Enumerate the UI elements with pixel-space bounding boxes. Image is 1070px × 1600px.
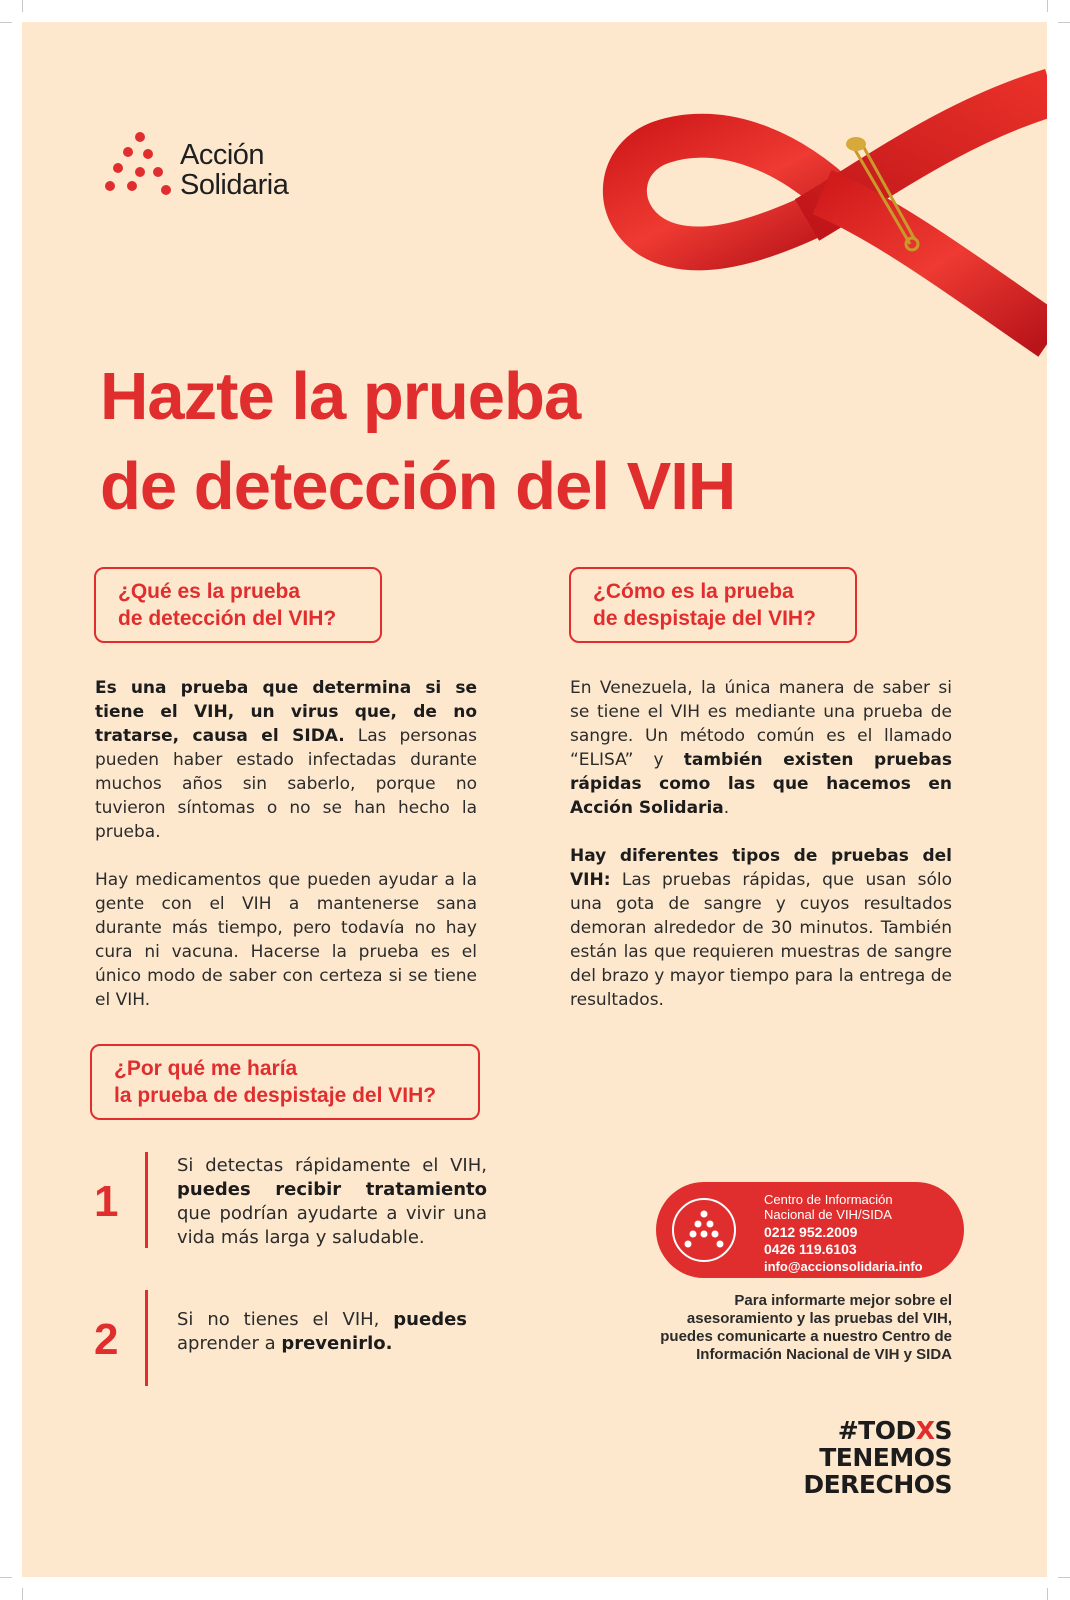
crop-mark xyxy=(22,1588,23,1600)
info-phone-2[interactable]: 0426 119.6103 xyxy=(764,1241,857,1257)
crop-mark xyxy=(0,22,12,23)
step-2-mid: aprender a xyxy=(177,1333,282,1354)
what-p1-bold: Es una prueba que determina si se tiene el VIH, un virus que, de no tratarse, causa el SIDA. xyxy=(95,678,477,746)
info-phone-1[interactable]: 0212 952.2009 xyxy=(764,1224,858,1240)
red-ribbon-icon xyxy=(592,52,1047,362)
step-2-bold: puedes xyxy=(393,1309,467,1330)
crop-mark xyxy=(1047,1588,1048,1600)
crop-mark xyxy=(0,1577,12,1578)
crop-mark xyxy=(22,0,23,12)
question-how-line-1: ¿Cómo es la prueba xyxy=(593,580,794,603)
question-how-line-2: de despistaje del VIH? xyxy=(593,607,816,630)
question-why-line-2: la prueba de despistaje del VIH? xyxy=(114,1084,437,1107)
logo-line-1: Acción xyxy=(180,139,265,171)
how-paragraph-2 xyxy=(570,844,952,1012)
step-1-end: que podrían ayudarte a vivir una vida más larga y saludable. xyxy=(177,1203,487,1248)
crop-mark xyxy=(1058,1577,1070,1578)
question-what-box xyxy=(94,567,382,643)
logo-line-2: Solidaria xyxy=(180,169,289,201)
info-center-badge xyxy=(656,1182,964,1278)
how-p1-bold: también existen pruebas rápidas como las que hacemos en Acción Solidaria xyxy=(570,750,952,818)
dots-triangle-icon xyxy=(672,1198,736,1262)
contact-line-4: Información Nacional de VIH y SIDA xyxy=(696,1346,952,1363)
hashtag-line-2: TENEMOS xyxy=(819,1443,952,1472)
info-title-1: Centro de Información xyxy=(764,1192,893,1207)
step-2-start: Si no tienes el VIH, xyxy=(177,1309,394,1330)
crop-mark xyxy=(1058,22,1070,23)
hashtag-line-3: DERECHOS xyxy=(803,1470,952,1499)
how-paragraph-1 xyxy=(570,676,952,820)
question-why-box xyxy=(90,1044,480,1120)
how-p1-start: En Venezuela, la única manera de saber si se tiene el VIH es mediante una prueba de sangre. Un método común es el llamado “ELISA” y xyxy=(570,678,952,770)
question-what-line-2: de detección del VIH? xyxy=(118,607,337,630)
what-paragraph-1 xyxy=(95,676,477,844)
what-p1-rest: Las personas pueden haber estado infectadas durante muchos años sin saberlo, porque no tuvieron síntomas o no se han hecho la prueba. xyxy=(95,726,477,842)
question-what-line-1: ¿Qué es la prueba xyxy=(118,580,301,603)
crop-mark xyxy=(1047,0,1048,12)
title-line-1: Hazte la prueba xyxy=(100,359,581,434)
step-1-start: Si detectas rápidamente el VIH, xyxy=(177,1155,487,1176)
step-number-2: 2 xyxy=(94,1315,119,1364)
step-divider-2 xyxy=(145,1290,148,1386)
dots-triangle-icon xyxy=(104,130,174,200)
what-p2-text: Hay medicamentos que pueden ayudar a la gente con el VIH a mantenerse sana durante más tiempo, pero todavía no hay cura ni vacuna. Hacerse la prueba es el único modo de saber con certeza si se tiene el VIH. xyxy=(95,870,477,1010)
contact-line-3: puedes comunicarte a nuestro Centro de xyxy=(660,1328,952,1345)
title-line-2: de detección del VIH xyxy=(100,449,736,524)
how-p2-bold: Hay diferentes tipos de pruebas del VIH: xyxy=(570,846,952,890)
accion-solidaria-logo xyxy=(104,130,334,220)
logo-wordmark xyxy=(180,140,288,200)
hashtag-block xyxy=(682,1417,952,1498)
info-center-text xyxy=(764,1192,923,1275)
info-title-2: Nacional de VIH/SIDA xyxy=(764,1207,892,1222)
poster-page xyxy=(22,22,1047,1577)
how-p2-rest: Las pruebas rápidas, que usan sólo una gota de sangre y cuyos resultados demoran alrededor de 30 minutos. También están las que requieren muestras de sangre del brazo y mayor tiempo para la entrega de resultados. xyxy=(570,870,953,1010)
page-title xyxy=(100,352,1000,532)
step-divider-1 xyxy=(145,1152,148,1248)
hashtag-line-1 xyxy=(682,1417,952,1444)
hashtag-part-2: S xyxy=(934,1416,952,1445)
contact-line-2: asesoramiento y las pruebas del VIH, xyxy=(686,1310,952,1327)
step-text-1 xyxy=(177,1154,487,1250)
how-p1-end: . xyxy=(723,798,730,818)
step-2-bold-2: prevenirlo. xyxy=(281,1333,393,1354)
step-number-1: 1 xyxy=(94,1177,119,1226)
step-text-2 xyxy=(177,1308,467,1356)
question-why-line-1: ¿Por qué me haría xyxy=(114,1057,298,1080)
contact-note xyxy=(582,1292,952,1364)
step-1-bold: puedes recibir tratamiento xyxy=(177,1179,487,1200)
info-email-link[interactable]: info@accionsolidaria.info xyxy=(764,1259,923,1274)
question-how-box xyxy=(569,567,857,643)
contact-line-1: Para informarte mejor sobre el xyxy=(734,1292,952,1309)
hashtag-x: X xyxy=(915,1416,935,1445)
hashtag-part-1: #TOD xyxy=(837,1416,916,1445)
what-paragraph-2 xyxy=(95,868,477,1012)
